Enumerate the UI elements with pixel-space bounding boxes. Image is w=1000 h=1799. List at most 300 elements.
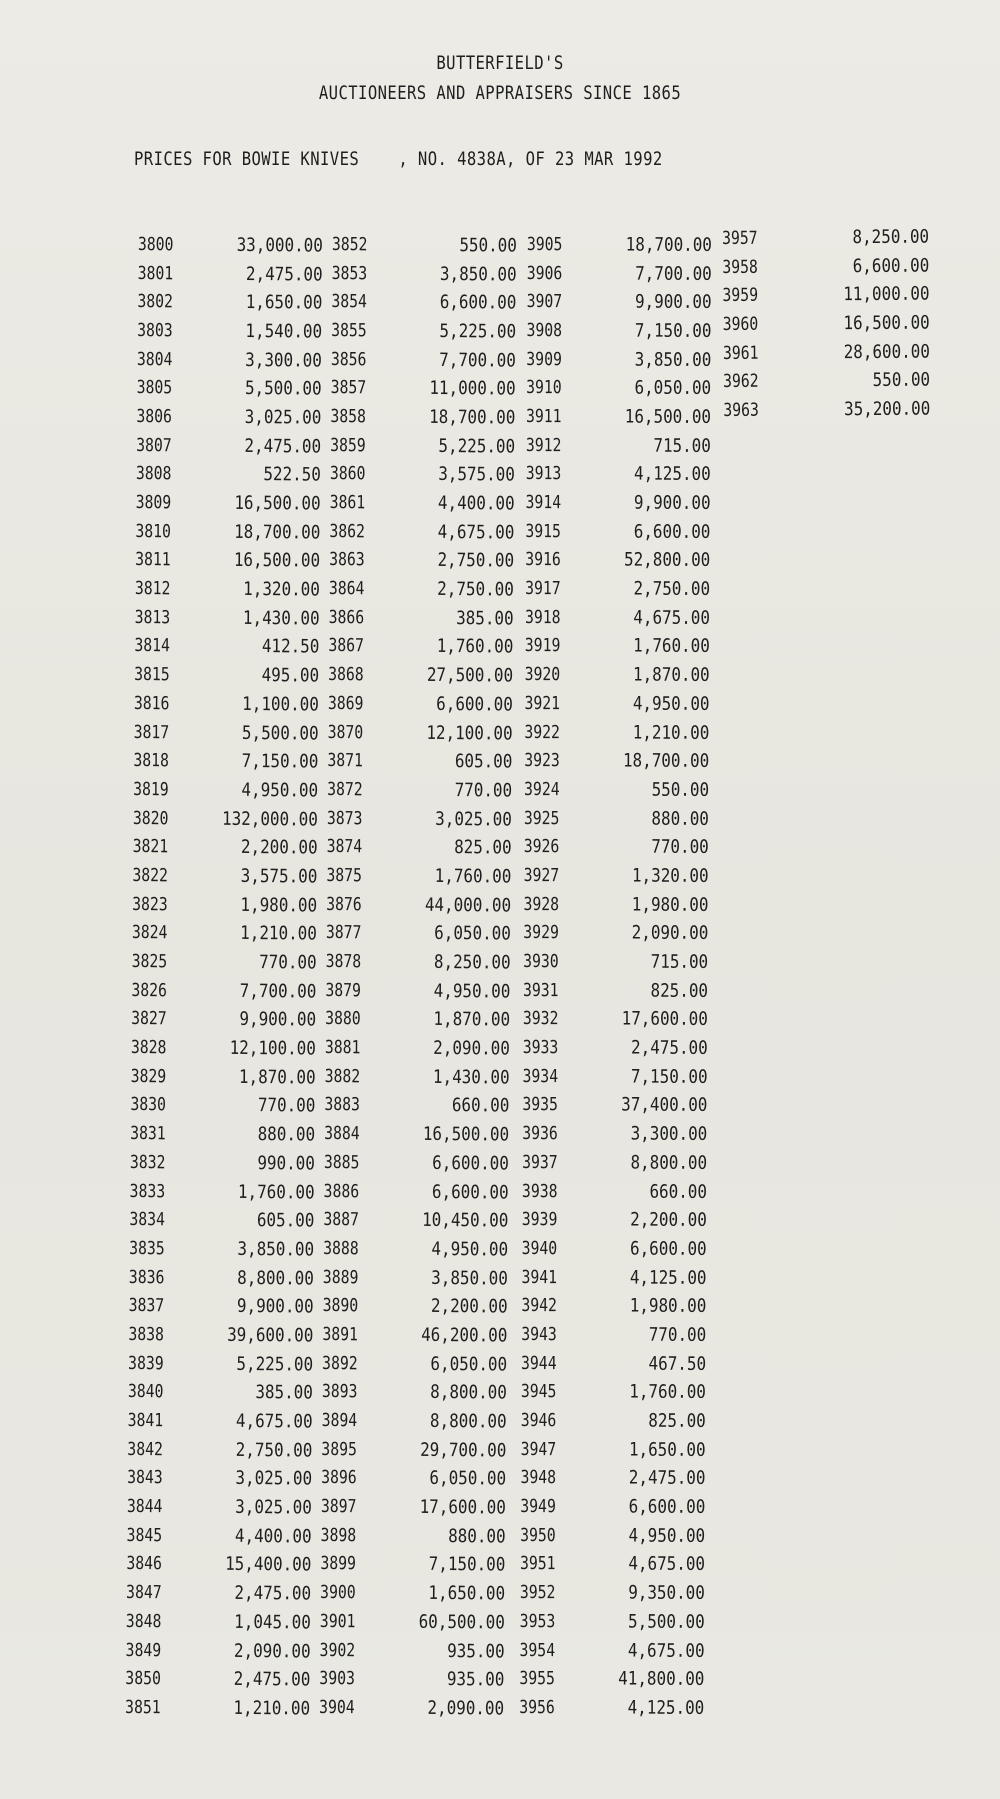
- lot-row: [328, 603, 513, 633]
- lot-row: [135, 574, 320, 604]
- lot-number: 3866: [328, 606, 365, 629]
- lot-row: [134, 632, 319, 662]
- lot-row: [136, 431, 321, 461]
- lot-number: 3809: [135, 492, 172, 514]
- lot-number: 3861: [329, 492, 366, 514]
- lot-price: 1,650.00: [245, 292, 323, 314]
- lot-row: [519, 1693, 704, 1723]
- lot-price: 4,950.00: [628, 1525, 706, 1547]
- lot-price: 4,950.00: [632, 693, 710, 715]
- lot-number: 3816: [133, 692, 170, 715]
- lot-price: 1,870.00: [238, 1066, 316, 1089]
- lot-price: 2,475.00: [233, 1669, 311, 1691]
- lot-price: 4,125.00: [634, 463, 711, 486]
- lot-price: 16,500.00: [233, 550, 321, 573]
- lot-price: 385.00: [456, 607, 514, 630]
- price-column-4: [722, 223, 930, 425]
- lot-number: 3935: [522, 1094, 559, 1116]
- lot-price: 6,600.00: [436, 693, 513, 716]
- lot-number: 3894: [321, 1409, 358, 1432]
- lot-price: 8,800.00: [237, 1267, 314, 1290]
- lot-number: 3962: [723, 371, 759, 393]
- lot-row: [133, 718, 318, 748]
- lot-price: 6,600.00: [633, 521, 711, 543]
- lot-row: [527, 287, 712, 317]
- lot-price: 4,675.00: [628, 1554, 706, 1576]
- lot-row: [526, 431, 711, 461]
- lot-row: [327, 718, 512, 748]
- lot-number: 3944: [521, 1352, 557, 1374]
- lot-number: 3844: [126, 1496, 163, 1518]
- lot-number: 3864: [328, 578, 365, 600]
- lot-price: 46,200.00: [421, 1324, 508, 1347]
- lot-number: 3917: [525, 578, 561, 600]
- lot-row: [136, 373, 321, 403]
- lot-number: 3849: [125, 1639, 162, 1661]
- lot-price: 880.00: [257, 1124, 316, 1146]
- lot-row: [520, 1578, 705, 1608]
- lot-row: [519, 1636, 704, 1666]
- lot-price: 880.00: [448, 1525, 506, 1548]
- lot-price: 4,675.00: [633, 607, 711, 629]
- lot-row: [331, 316, 516, 346]
- lot-number: 3955: [519, 1668, 556, 1690]
- lot-price: 35,200.00: [844, 398, 931, 421]
- lot-number: 3956: [519, 1696, 555, 1719]
- lot-price: 1,760.00: [434, 865, 512, 888]
- lot-price: 825.00: [650, 980, 709, 1002]
- lot-number: 3847: [126, 1582, 162, 1604]
- lot-row: [324, 1091, 509, 1121]
- lot-number: 3882: [324, 1065, 361, 1088]
- lot-number: 3928: [523, 893, 560, 915]
- lot-row: [331, 287, 516, 317]
- lot-row: [126, 1578, 311, 1608]
- lot-row: [137, 259, 322, 289]
- lot-row: [325, 976, 510, 1006]
- lot-price: 715.00: [653, 435, 711, 457]
- lot-price: 9,900.00: [634, 291, 712, 314]
- lot-number: 3837: [128, 1295, 165, 1317]
- lot-number: 3835: [129, 1237, 165, 1260]
- lot-row: [321, 1492, 506, 1522]
- lot-number: 3911: [525, 405, 562, 428]
- lot-number: 3938: [521, 1180, 558, 1202]
- price-column-3: [519, 230, 712, 1723]
- lot-number: 3913: [525, 463, 562, 485]
- lot-number: 3812: [134, 578, 171, 600]
- lot-row: [524, 718, 709, 748]
- lot-row: [523, 976, 708, 1006]
- lot-row: [329, 574, 514, 604]
- lot-number: 3919: [524, 635, 561, 657]
- lot-row: [520, 1550, 705, 1580]
- lot-price: 27,500.00: [426, 665, 514, 687]
- lot-price: 3,025.00: [435, 808, 512, 831]
- lot-number: 3924: [524, 778, 560, 801]
- lot-number: 3940: [521, 1237, 558, 1260]
- lot-row: [329, 546, 514, 576]
- lot-price: 10,450.00: [422, 1210, 509, 1232]
- lot-price: 6,600.00: [629, 1238, 707, 1260]
- lot-number: 3854: [331, 291, 368, 313]
- lot-price: 3,850.00: [634, 349, 712, 371]
- lot-price: 770.00: [257, 1095, 316, 1118]
- lot-number: 3811: [135, 549, 171, 571]
- lot-price: 4,400.00: [437, 492, 515, 515]
- lot-row: [329, 488, 514, 518]
- lot-number: 3963: [723, 399, 759, 421]
- lot-number: 3873: [326, 807, 363, 829]
- lot-price: 6,600.00: [439, 292, 517, 314]
- lot-row: [527, 259, 712, 289]
- lot-row: [320, 1578, 505, 1608]
- lot-row: [128, 1349, 313, 1379]
- lot-price: 550.00: [459, 234, 517, 257]
- lot-price: 1,320.00: [243, 579, 320, 601]
- lot-number: 3903: [319, 1668, 356, 1690]
- lot-price: 60,500.00: [418, 1611, 505, 1634]
- lot-row: [320, 1607, 505, 1637]
- lot-price: 3,575.00: [240, 865, 318, 888]
- lot-row: [521, 1349, 706, 1379]
- lot-price: 15,400.00: [225, 1554, 312, 1577]
- lot-row: [326, 918, 511, 948]
- lot-number: 3825: [131, 951, 168, 973]
- lot-price: 41,800.00: [618, 1668, 705, 1691]
- lot-price: 1,870.00: [433, 1009, 511, 1031]
- lot-row: [324, 1119, 509, 1149]
- lot-price: 3,575.00: [438, 464, 515, 486]
- lot-number: 3950: [520, 1524, 556, 1546]
- lot-number: 3831: [130, 1123, 166, 1145]
- lot-price: 1,760.00: [629, 1381, 706, 1404]
- lot-number: 3902: [319, 1639, 356, 1661]
- lot-row: [324, 1062, 509, 1092]
- lot-price: 2,750.00: [437, 579, 514, 601]
- lot-price: 52,800.00: [624, 549, 711, 572]
- lot-row: [323, 1205, 508, 1235]
- lot-number: 3850: [125, 1668, 162, 1690]
- lot-price: 1,430.00: [432, 1066, 510, 1089]
- lot-row: [526, 345, 711, 375]
- lot-row: [322, 1320, 507, 1350]
- lot-row: [524, 689, 709, 719]
- lot-price: 9,900.00: [239, 1009, 317, 1031]
- lot-row: [319, 1693, 504, 1723]
- lot-row: [327, 775, 512, 805]
- lot-row: [131, 947, 316, 977]
- lot-number: 3929: [523, 922, 559, 944]
- lot-number: 3899: [320, 1553, 357, 1575]
- lot-row: [328, 632, 513, 662]
- lot-number: 3887: [323, 1209, 360, 1231]
- lot-price: 770.00: [651, 836, 709, 859]
- lot-number: 3934: [522, 1065, 559, 1087]
- lot-number: 3909: [526, 348, 562, 370]
- lot-price: 18,700.00: [234, 521, 321, 544]
- lot-row: [522, 1177, 707, 1207]
- lot-row: [132, 918, 317, 948]
- lot-number: 3918: [524, 606, 561, 628]
- lot-number: 3803: [137, 319, 173, 342]
- lot-price: 12,100.00: [426, 722, 513, 745]
- lot-number: 3874: [326, 836, 363, 858]
- lot-row: [133, 775, 318, 805]
- lot-number: 3937: [522, 1151, 558, 1174]
- lot-price: 16,500.00: [422, 1123, 510, 1146]
- lot-row: [523, 1033, 708, 1063]
- lot-number: 3923: [524, 750, 560, 772]
- auctioneer-tagline: AUCTIONEERS AND APPRAISERS SINCE 1865: [318, 82, 682, 104]
- lot-price: 2,475.00: [245, 263, 323, 286]
- lot-price: 1,980.00: [629, 1295, 707, 1318]
- lot-price: 990.00: [257, 1152, 315, 1175]
- lot-price: 2,475.00: [628, 1467, 706, 1490]
- lot-number: 3907: [526, 291, 563, 313]
- lot-price: 6,050.00: [634, 377, 712, 400]
- lot-row: [723, 395, 930, 425]
- lot-row: [331, 345, 516, 375]
- lot-row: [322, 1291, 507, 1321]
- lot-number: 3857: [330, 377, 367, 399]
- lot-row: [521, 1291, 706, 1321]
- lot-number: 3802: [137, 291, 174, 313]
- lot-number: 3925: [523, 807, 560, 829]
- lot-price: 33,000.00: [236, 234, 323, 257]
- lot-row: [133, 746, 318, 776]
- lot-number: 3949: [520, 1496, 556, 1518]
- lot-row: [525, 574, 710, 604]
- lot-row: [131, 1033, 316, 1063]
- lot-row: [520, 1492, 705, 1522]
- lot-row: [131, 976, 316, 1006]
- lot-number: 3810: [135, 520, 172, 543]
- lot-row: [125, 1636, 310, 1666]
- lot-row: [138, 230, 323, 260]
- lot-row: [125, 1664, 310, 1694]
- lot-row: [322, 1349, 507, 1379]
- price-column-1: [125, 230, 323, 1723]
- lot-price: 2,750.00: [437, 550, 515, 573]
- lot-price: 2,090.00: [631, 922, 709, 945]
- lot-row: [130, 1091, 315, 1121]
- lot-price: 8,800.00: [430, 1382, 507, 1404]
- lot-row: [520, 1607, 705, 1637]
- lot-price: 17,600.00: [419, 1496, 506, 1519]
- lot-row: [522, 1062, 707, 1092]
- lot-number: 3828: [130, 1037, 167, 1059]
- lot-price: 11,000.00: [843, 283, 930, 306]
- lot-price: 11,000.00: [429, 378, 516, 400]
- lot-number: 3926: [523, 836, 560, 858]
- lot-number: 3900: [320, 1582, 356, 1604]
- lot-row: [135, 517, 320, 547]
- lot-number: 3840: [127, 1381, 164, 1403]
- lot-number: 3880: [325, 1008, 361, 1030]
- lot-row: [319, 1664, 504, 1694]
- lot-price: 39,600.00: [227, 1324, 314, 1347]
- lot-number: 3867: [328, 635, 365, 657]
- lot-number: 3890: [322, 1295, 359, 1317]
- lot-number: 3877: [325, 922, 362, 944]
- lot-number: 3838: [128, 1323, 165, 1346]
- lot-number: 3920: [524, 664, 561, 686]
- lot-price: 29,700.00: [420, 1439, 507, 1462]
- lot-number: 3878: [325, 951, 362, 973]
- lot-price: 16,500.00: [624, 406, 712, 428]
- lot-number: 3822: [132, 864, 169, 887]
- lot-row: [330, 459, 515, 489]
- lot-price: 8,800.00: [429, 1410, 507, 1433]
- lot-number: 3942: [521, 1295, 557, 1317]
- lot-price: 7,150.00: [428, 1554, 506, 1577]
- lot-price: 4,950.00: [241, 779, 319, 802]
- lot-row: [129, 1205, 314, 1235]
- lot-row: [523, 890, 708, 920]
- lot-row: [327, 746, 512, 776]
- lot-price: 4,675.00: [437, 521, 515, 544]
- lot-number: 3818: [133, 750, 170, 772]
- lot-row: [134, 689, 319, 719]
- lot-number: 3922: [524, 721, 560, 743]
- lot-number: 3813: [134, 606, 171, 629]
- lot-number: 3946: [520, 1410, 557, 1432]
- lot-number: 3833: [129, 1180, 166, 1202]
- lot-row: [330, 373, 515, 403]
- lot-row: [134, 660, 319, 690]
- lot-row: [523, 1005, 708, 1035]
- lot-number: 3921: [524, 692, 561, 715]
- lot-row: [525, 632, 710, 662]
- lot-number: 3893: [321, 1381, 358, 1403]
- lot-number: 3824: [131, 922, 168, 944]
- lot-price: 37,400.00: [621, 1094, 708, 1117]
- lot-price: 1,980.00: [631, 894, 709, 916]
- lot-price: 2,090.00: [233, 1640, 311, 1663]
- lot-number: 3823: [132, 893, 168, 915]
- lot-price: 412.50: [261, 636, 320, 659]
- lot-row: [520, 1521, 705, 1551]
- lot-price: 1,980.00: [240, 894, 318, 917]
- lot-number: 3959: [722, 284, 759, 307]
- lot-number: 3870: [327, 721, 364, 743]
- lot-number: 3827: [131, 1008, 167, 1030]
- lot-number: 3943: [521, 1323, 557, 1346]
- lot-row: [522, 1119, 707, 1149]
- lot-price: 495.00: [261, 665, 320, 687]
- lot-price: 44,000.00: [424, 894, 512, 917]
- lot-number: 3852: [331, 233, 368, 256]
- lot-price: 6,050.00: [430, 1353, 508, 1376]
- lot-number: 3842: [127, 1438, 164, 1460]
- lot-number: 3846: [126, 1553, 163, 1575]
- lot-number: 3858: [330, 405, 367, 428]
- lot-row: [137, 287, 322, 317]
- lot-price: 4,950.00: [433, 980, 511, 1003]
- lot-row: [319, 1636, 504, 1666]
- lot-row: [526, 402, 711, 432]
- lot-row: [129, 1177, 314, 1207]
- lot-number: 3859: [330, 434, 366, 456]
- sale-subject: PRICES FOR BOWIE KNIVES , NO. 4838A, OF 23 MAR 1992: [134, 148, 663, 170]
- lot-number: 3834: [129, 1209, 166, 1231]
- lot-price: 5,225.00: [236, 1353, 314, 1376]
- lot-number: 3895: [321, 1438, 358, 1460]
- lot-price: 1,650.00: [428, 1583, 506, 1605]
- lot-row: [521, 1377, 706, 1407]
- lot-row: [723, 337, 930, 367]
- lot-number: 3805: [136, 377, 173, 399]
- lot-row: [332, 230, 517, 260]
- lot-number: 3885: [323, 1151, 360, 1174]
- lot-number: 3863: [329, 549, 365, 571]
- lot-number: 3901: [319, 1610, 356, 1633]
- lot-row: [134, 603, 319, 633]
- lot-price: 9,900.00: [236, 1296, 314, 1318]
- lot-number: 3939: [521, 1209, 558, 1231]
- lot-row: [127, 1435, 312, 1465]
- lot-row: [524, 832, 709, 862]
- lot-row: [326, 832, 511, 862]
- lot-price: 7,150.00: [634, 320, 712, 342]
- lot-price: 9,350.00: [628, 1582, 705, 1605]
- lot-row: [524, 746, 709, 776]
- lot-number: 3898: [320, 1524, 357, 1547]
- lot-number: 3876: [326, 893, 362, 915]
- lot-number: 3912: [525, 434, 562, 456]
- lot-number: 3832: [129, 1151, 166, 1174]
- lot-price: 28,600.00: [843, 341, 930, 363]
- lot-row: [132, 890, 317, 920]
- lot-row: [526, 373, 711, 403]
- lot-price: 3,300.00: [630, 1123, 708, 1146]
- lot-price: 605.00: [256, 1210, 315, 1232]
- lot-price: 2,750.00: [633, 578, 711, 601]
- lot-number: 3821: [132, 836, 169, 858]
- lot-price: 660.00: [451, 1095, 510, 1118]
- lot-number: 3855: [331, 319, 367, 342]
- lot-number: 3819: [133, 778, 169, 801]
- lot-price: 1,760.00: [436, 636, 514, 659]
- lot-price: 6,600.00: [628, 1496, 706, 1519]
- lot-price: 1,760.00: [633, 636, 710, 658]
- lot-price: 605.00: [454, 751, 513, 773]
- lot-number: 3910: [526, 377, 562, 399]
- lot-row: [723, 309, 930, 339]
- lot-price: 522.50: [263, 464, 321, 486]
- lot-price: 7,150.00: [630, 1066, 708, 1088]
- lot-number: 3888: [323, 1237, 359, 1260]
- lot-row: [722, 223, 929, 253]
- lot-number: 3801: [137, 262, 174, 284]
- lot-row: [326, 861, 511, 891]
- lot-row: [125, 1693, 310, 1723]
- lot-row: [130, 1148, 315, 1178]
- lot-row: [524, 861, 709, 891]
- lot-row: [129, 1263, 314, 1293]
- lot-number: 3897: [320, 1496, 357, 1518]
- lot-price: 9,900.00: [633, 492, 711, 514]
- lot-price: 1,650.00: [628, 1439, 706, 1461]
- lot-number: 3839: [128, 1352, 164, 1374]
- lot-row: [522, 1148, 707, 1178]
- lot-price: 3,850.00: [439, 263, 517, 286]
- lot-number: 3951: [519, 1553, 556, 1575]
- lot-price: 467.50: [648, 1353, 707, 1375]
- lot-price: 1,870.00: [632, 664, 710, 687]
- lot-row: [524, 804, 709, 834]
